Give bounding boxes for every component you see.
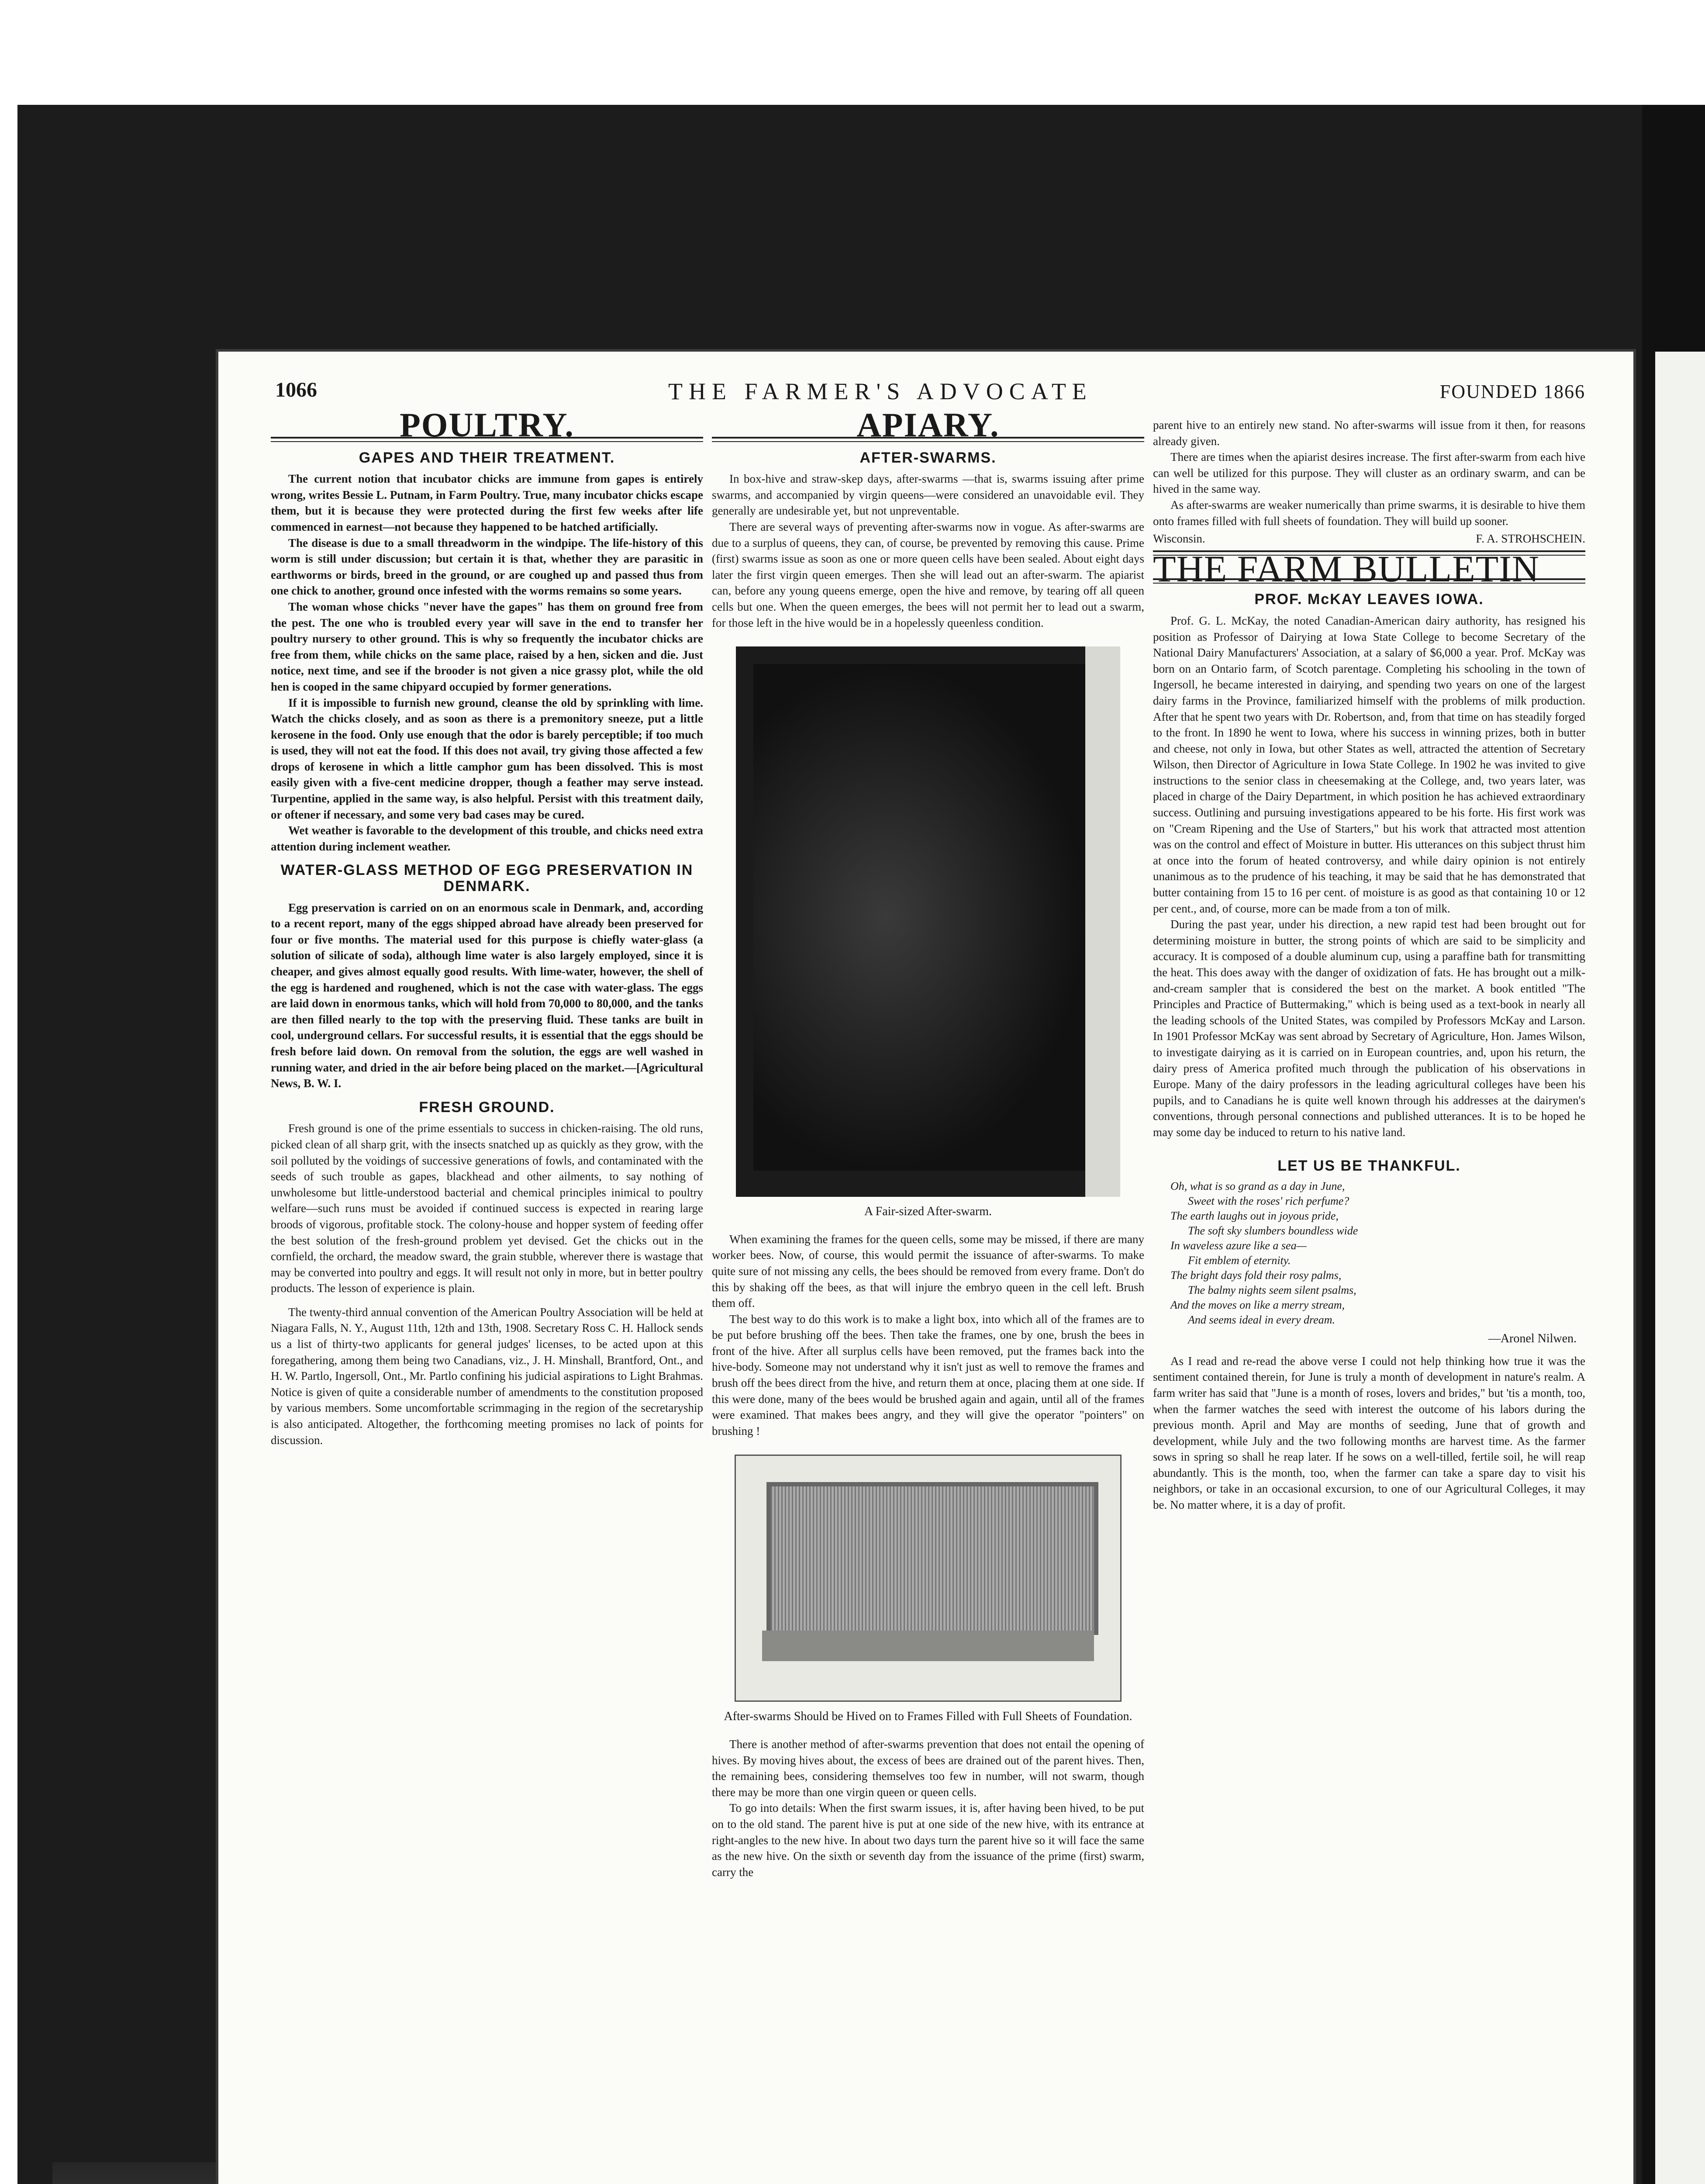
section-title-poultry: POULTRY.: [400, 406, 574, 444]
article-paragraph: parent hive to an entirely new stand. No after-swarms will issue from it then, for reasons already given.: [1153, 418, 1585, 448]
article-heading: AFTER-SWARMS.: [859, 449, 997, 466]
section-title-apiary: APIARY.: [856, 406, 1000, 444]
foundation-frame-image: [766, 1482, 1098, 1635]
column-poultry: [271, 406, 703, 1448]
poem-line: The soft sky slumbers boundless wide: [1188, 1224, 1358, 1237]
article-paragraph: In box-hive and straw-skep days, after-swarms —that is, swarms issuing after prime swarms, and accompanied by virgin queens—were considered an unavoidable evil. They generally are undesirable yet, but not unpreventable.: [712, 472, 1144, 518]
page-number: 1066: [275, 378, 317, 401]
article-paragraph: When examining the frames for the queen cells, some may be missed, if there are many worker bees. Now, of course, this would permit the issuance of after-swarms. To make quite sure of not missing any cells, the bees should be removed from every frame. Don't do this by shaking off the bees, as that will injure the embryo queen in the cell left. Brush them off.: [712, 1232, 1144, 1310]
after-swarm-photo: [736, 646, 1120, 1197]
page-header: [275, 378, 1585, 408]
signature-name: F. A. STROHSCHEIN.: [1476, 532, 1585, 546]
article-paragraph: Egg preservation is carried on on an enormous scale in Denmark, and, according to a recent report, many of the eggs shipped abroad have already been preserved for four or five months. The material used for this purpose is chiefly water-glass (a solution of silicate of soda), although lime water is also largely employed, since it is cheaper, and gives almost equally good results. With lime-water, however, the shell of the egg is hardened and roughened, which is not the case with water-glass. The eggs are laid down in enormous tanks, which will hold from 70,000 to 80,000, and the tanks are then filled nearly to the top with the preserving fluid. These tanks are built in cool, underground cellars. For successful results, it is essential that the eggs should be fresh before laid down. On removal from the solution, the eggs are well washed in running water, and dried in the air before being placed on the market.—[Agricultural News, B. W. I.: [271, 901, 703, 1090]
article-paragraph: The woman whose chicks "never have the gapes" has them on ground free from the pest. The one who is troubled every year will save in the end to transfer her poultry nursery to other ground. This is why so frequently the incubator chicks are free from them, while chicks on the same place, raised by a hen, sicken and die. Just notice, next time, and see if the brooder is not given a nice grassy plot, while the old hen is cooped in the same chipyard occupied by former generations.: [271, 600, 703, 693]
article-paragraph: There is another method of after-swarms prevention that does not entail the opening of hives. By moving hives about, the excess of bees are drained out of the parent hives. Then, the remaining bees, considering themselves too few in number, will not swarm, though there may be more than one virgin queen or queen cells.: [712, 1738, 1144, 1799]
column-farm-bulletin: [1153, 417, 1585, 1513]
adjacent-page-edge: [1655, 352, 1705, 2184]
poem-line: The bright days fold their rosy palms,: [1170, 1269, 1342, 1282]
poem-line: The earth laughs out in joyous pride,: [1170, 1209, 1339, 1223]
article-paragraph: Prof. G. L. McKay, the noted Canadian-American dairy authority, has resigned his position as Professor of Dairying at Iowa State College to become Secretary of the National Dairy Manufacturers' Association, at a salary of $6,000 a year. Prof. McKay was born on an Ontario farm, of Scotch parentage. Completing his schooling in the town of Ingersoll, he became interested in dairying, and spending two years on one of the largest dairy farms in the Province, familiarized himself with the problems of milk production. After that he spent two years with Dr. Robertson, and, from that time on has steadily forged to the front. In 1890 he went to Iowa, where his success in winning prizes, both in butter and cheese, not only in Iowa, but other States as well, attracted the attention of Secretary Wilson, then Director of Agriculture in Iowa State College. In 1902 he was invited to give instructions to the senior class in cheesemaking at the College, and, two years later, was placed in charge of the Dairy Department, in which position he has achieved extraordinary success. Outlining and pursuing investigations appeared to be his forte. His first work was on "Cream Ripening and the Use of Starters," but his work that attracted most attention was on the control and effect of Moisture in butter. His utterances on this subject thrust him at once into the forum of heated controversy, and while dairy opinion is not entirely unanimous as to the prudence of his teaching, it may be said that he has demonstrated that butter containing from 15 to 16 per cent. of moisture is as good as that containing 10 or 12 per cent., and, of course, more can be made from a ton of milk.: [1153, 614, 1585, 915]
hive-frame-photo: [735, 1455, 1122, 1702]
article-signature: [1153, 531, 1585, 547]
column-apiary: [712, 406, 1144, 1880]
section-title-farm-bulletin: THE FARM BULLETIN: [1153, 547, 1539, 590]
article-paragraph: The best way to do this work is to make a light box, into which all of the frames are to be put before brushing off the bees. Then take the frames, one by one, brush the bees in front of the hive. After all surplus cells have been removed, put the frames back into the hive-body. Someone may not understand why it isn't just as well to remove the frames and brush off the bees direct from the hive, and return them at once, placing them at one side. If this were done, many of the bees would be brushed again and again, until all of the frames were examined. That makes bees angry, and they will give the operator "pointers" on brushing !: [712, 1312, 1144, 1438]
article-paragraph: Fresh ground is one of the prime essentials to success in chicken-raising. The old runs, picked clean of all sharp grit, with the insects snatched up as quickly as they grow, with the soil polluted by the voidings of successive generations of fowls, and contaminated with the seeds of such trouble as gapes, blackhead and other ailments, to say nothing of unwholesome but little-understood bacterial and chemical principles inimical to poultry welfare—such runs must be avoided if continued success is expected in rearing large broods of vigorous, profitable stock. The colony-house and hopper system of feeding offer the best solution of the fresh-ground problem yet devised. Get the chicks out in the cornfield, the orchard, the meadow sward, the grain stubble, wherever there is wastage that may be converted into poultry and eggs. It will result not only in more, but in better poultry products. The lesson of experience is plain.: [271, 1122, 703, 1295]
poem-author: —Aronel Nilwen.: [1488, 1332, 1577, 1346]
article-paragraph: The disease is due to a small threadworm in the windpipe. The life-history of this worm is still under discussion; but certain it is that, whether they are parasitic in earthworms or birds, breed in the ground, or are coughed up and passed thus from one chick to another, ground once infested with the worms remains so some years.: [271, 536, 703, 598]
article-paragraph: There are times when the apiarist desires increase. The first after-swarm from each hive can well be utilized for this purpose. They will cluster as an ordinary swarm, and can be hived in the same way.: [1153, 450, 1585, 496]
article-paragraph: As I read and re-read the above verse I could not help thinking how true it was the sentiment contained therein, for June is truly a month of development in nature's realm. A farm writer has said that "June is a month of roses, lovers and brides," but 'tis a month, too, when the farmer watches the seed with interest the outcome of his labors during the previous month. April and May are months of seeding, June that of growth and development, while July and the two following months are harvest time. As the farmer sows in spring so shall he reap later. If he sows on a well-tilled, fertile soil, he will reap abundantly. This is the month, too, when the farmer can take a spare day to visit his neighbors, or take in an occasional excursion, to one of our Agricultural Colleges, it may be. No matter where, it is a day of profit.: [1153, 1354, 1585, 1512]
article-paragraph: During the past year, under his direction, a new rapid test had been brought out for determining moisture in butter, the strong points of which are said to be simplicity and accuracy. It is composed of a double aluminum cup, using a paraffine bath for transmitting the heat. This does away with the danger of oxidization of fats. He has brought out a milk-and-cream sampler that is considered the best on the market. A book entitled "The Principles and Practice of Buttermaking," which is being used as a text-book in nearly all the leading schools of the United States, was compiled by Professors McKay and Larson. In 1901 Professor McKay was sent abroad by Secretary of Agriculture, Hon. James Wilson, to investigate dairying as it is carried on in European countries, and, upon his return, the dairy press of America profited much through the publication of his observations in Europe. Many of the dairy professors in the leading agricultural colleges have been his pupils, and to Canadians he is quite well known through his addresses at the dairymen's conventions, through personal connections and published utterances. It is to be hoped he may some day be induced to return to his native land.: [1153, 918, 1585, 1139]
poem-line: And the moves on like a merry stream,: [1170, 1299, 1345, 1312]
poem-line: And seems ideal in every dream.: [1188, 1313, 1335, 1327]
article-heading: PROF. McKAY LEAVES IOWA.: [1254, 591, 1484, 608]
poem-line: Fit emblem of eternity.: [1188, 1254, 1291, 1267]
bee-swarm-image: [753, 664, 1085, 1171]
poem-line: Sweet with the roses' rich perfume?: [1188, 1195, 1350, 1208]
article-paragraph: If it is impossible to furnish new ground, cleanse the old by sprinkling with lime. Watch the chicks closely, and as soon as there is a premonitory sneeze, put a little kerosene in the food. Only use enough that the odor is barely perceptible; if too much is used, they will not eat the food. If this does not avail, try giving those affected a few drops of kerosene in which a little camphor gum has been dissolved. This is most easily given with a five-cent medicine dropper, though a feather may serve instead. Turpentine, applied in the same way, is also helpful. Persist with this treatment daily, or oftener if necessary, and some very bad cases may be cured.: [271, 696, 703, 821]
poem-line: In waveless azure like a sea—: [1170, 1239, 1307, 1252]
article-paragraph: There are several ways of preventing after-swarms now in vogue. As after-swarms are due to a surplus of queens, they can, of course, be prevented by removing this cause. Prime (first) swarms issue as soon as one or more queen cells have been sealed. About eight days later the first virgin queen emerges. Then she will lead out an after-swarm. The apiarist can, before any young queens emerge, open the hive and remove, by tearing off all queen cells but one. When the queen emerges, the bees will not permit her to lead out a swarm, for those left in the hive would be in a hopelessly queenless condition.: [712, 520, 1144, 629]
poem-line: Oh, what is so grand as a day in June,: [1170, 1180, 1345, 1193]
article-heading: GAPES AND THEIR TREATMENT.: [359, 449, 615, 466]
article-paragraph: The twenty-third annual convention of the American Poultry Association will be held at Niagara Falls, N. Y., August 11th, 12th and 13th, 1908. Secretary Ross C. H. Hallock sends us a list of thirty-two applicants for general judges' licenses, to be acted upon at this foregathering, among them being two Canadians, viz., J. H. Minshall, Brantford, Ont., and H. W. Partlo, Ingersoll, Ont., Mr. Partlo confining his judicial aspirations to Light Brahmas. Notice is given of quite a considerable number of amendments to the constitution proposed by various members. Some uncomfortable scrimmaging in the region of the secretaryship is also anticipated. Altogether, the forthcoming meeting promises no lack of points for discussion.: [271, 1305, 703, 1447]
article-paragraph: The current notion that incubator chicks are immune from gapes is entirely wrong, writes Bessie L. Putnam, in Farm Poultry. True, many incubator chicks escape them, but it is because they were protected during the first few weeks after life commenced in earnest—not because they happened to be hatched artificially.: [271, 472, 703, 533]
article-heading: WATER-GLASS METHOD OF EGG PRESERVATION IN DENMARK.: [280, 862, 694, 895]
poem-line: The balmy nights seem silent psalms,: [1188, 1284, 1356, 1297]
founded-note: FOUNDED 1866: [1439, 381, 1585, 402]
frame-base-image: [762, 1631, 1094, 1661]
photo-caption: A Fair-sized After-swarm.: [864, 1205, 992, 1219]
masthead-title: THE FARMER'S ADVOCATE: [668, 378, 1093, 404]
article-paragraph: To go into details: When the first swarm issues, it is, after having been hived, to be put on to the old stand. The parent hive is put at one side of the new hive, with its entrance at right-angles to the new hive. In about two days turn the parent hive so it will face the same as the new hive. On the sixth or seventh day from the issuance of the prime (first) swarm, carry the: [712, 1801, 1144, 1879]
article-paragraph: As after-swarms are weaker numerically than prime swarms, it is desirable to hive them onto frames filled with full sheets of foundation. They will build up sooner.: [1153, 498, 1585, 528]
signature-place: Wisconsin.: [1153, 532, 1205, 546]
photo-edge: [1085, 646, 1120, 1197]
article-paragraph: Wet weather is favorable to the development of this trouble, and chicks need extra attention during inclement weather.: [271, 824, 703, 853]
article-heading: FRESH GROUND.: [419, 1099, 555, 1116]
newspaper-page: [218, 352, 1633, 2184]
poem-heading: LET US BE THANKFUL.: [1277, 1157, 1461, 1174]
photo-caption: After-swarms Should be Hived on to Frames Filled with Full Sheets of Foundation.: [724, 1710, 1132, 1724]
poem: [1170, 1179, 1585, 1327]
